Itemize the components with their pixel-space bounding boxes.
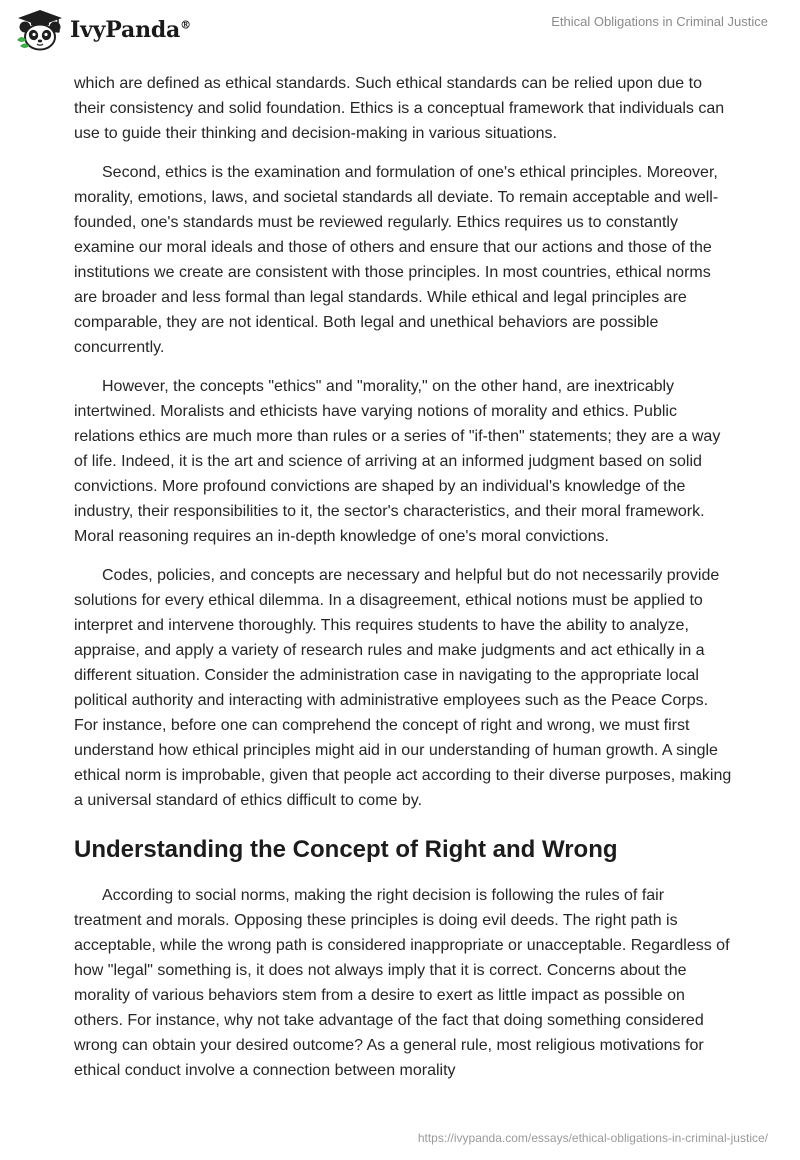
section-heading: Understanding the Concept of Right and Wrong [74, 836, 618, 863]
paragraph: According to social norms, making the right decision is following the rules of fair treatment and morals. Opposing these principles is doing evil deeds. The right path is acceptable, while the wrong path is considered inappropriate or unacceptable. Regardless of how "legal" something is, it does not always imply that it is correct. Concerns about the morality of various behaviors stem from a desire to exert as little impact as possible on others. For instance, why not take advantage of the fact that doing something considered wrong can obtain your desired outcome? As a general rule, most religious motivations for ethical conduct involve a connection between morality [74, 887, 730, 1079]
source-url-link[interactable]: https://ivypanda.com/essays/ethical-obligations-in-criminal-justice/ [417, 1131, 768, 1145]
logo-wordmark: IvyPanda® [70, 17, 191, 43]
document-title: Ethical Obligations in Criminal Justice [551, 14, 768, 29]
paragraph: Codes, policies, and concepts are necessary and helpful but do not necessarily provide solutions for every ethical dilemma. In a disagreement, ethical notions must be applied to interpret and intervene thoroughly. This requires students to have the ability to analyze, appraise, and apply a variety of research rules and make judgments and act ethically in a different situation. Consider the administration case in navigating to the appropriate local political authority and interacting with administrative employees such as the Peace Corps. For instance, before one can comprehend the concept of right and wrong, we must first understand how ethical principles might aid in our understanding of human growth. A single ethical norm is improbable, given that people act according to their diverse purposes, making a universal standard of ethics difficult to come by. [74, 567, 732, 809]
paragraph: However, the concepts "ethics" and "morality," on the other hand, are inextricably intertwined. Moralists and ethicists have varying notions of morality and ethics. Public relations ethics are much more than rules or a series of "if-then" statements; they are a way of life. Indeed, it is the art and science of arriving at an informed judgment based on solid convictions. More profound convictions are shaped by an individual's knowledge of the industry, their responsibilities to it, the sector's characteristics, and their moral framework. Moral reasoning requires an in-depth knowledge of one's moral convictions. [74, 378, 721, 545]
registered-mark: ® [180, 18, 191, 32]
panda-graduate-icon [14, 8, 66, 52]
essay-content [74, 71, 734, 1097]
ivypanda-logo[interactable] [14, 8, 191, 52]
paragraph: Second, ethics is the examination and formulation of one's ethical principles. Moreover, morality, emotions, laws, and societal standards all deviate. To remain acceptable and well-founded, one's standards must be reviewed regularly. Ethics requires us to constantly examine our moral ideals and those of others and ensure that our actions and those of the institutions we create are consistent with those principles. In most countries, ethical norms are broader and less formal than legal standards. While ethical and legal principles are comparable, they are not identical. Both legal and unethical behaviors are possible concurrently. [74, 164, 719, 356]
page-header [0, 0, 800, 64]
paragraph: which are defined as ethical standards. Such ethical standards can be relied upon due to their consistency and solid foundation. Ethics is a conceptual framework that individuals can use to guide their thinking and decision-making in various situations. [74, 75, 725, 142]
